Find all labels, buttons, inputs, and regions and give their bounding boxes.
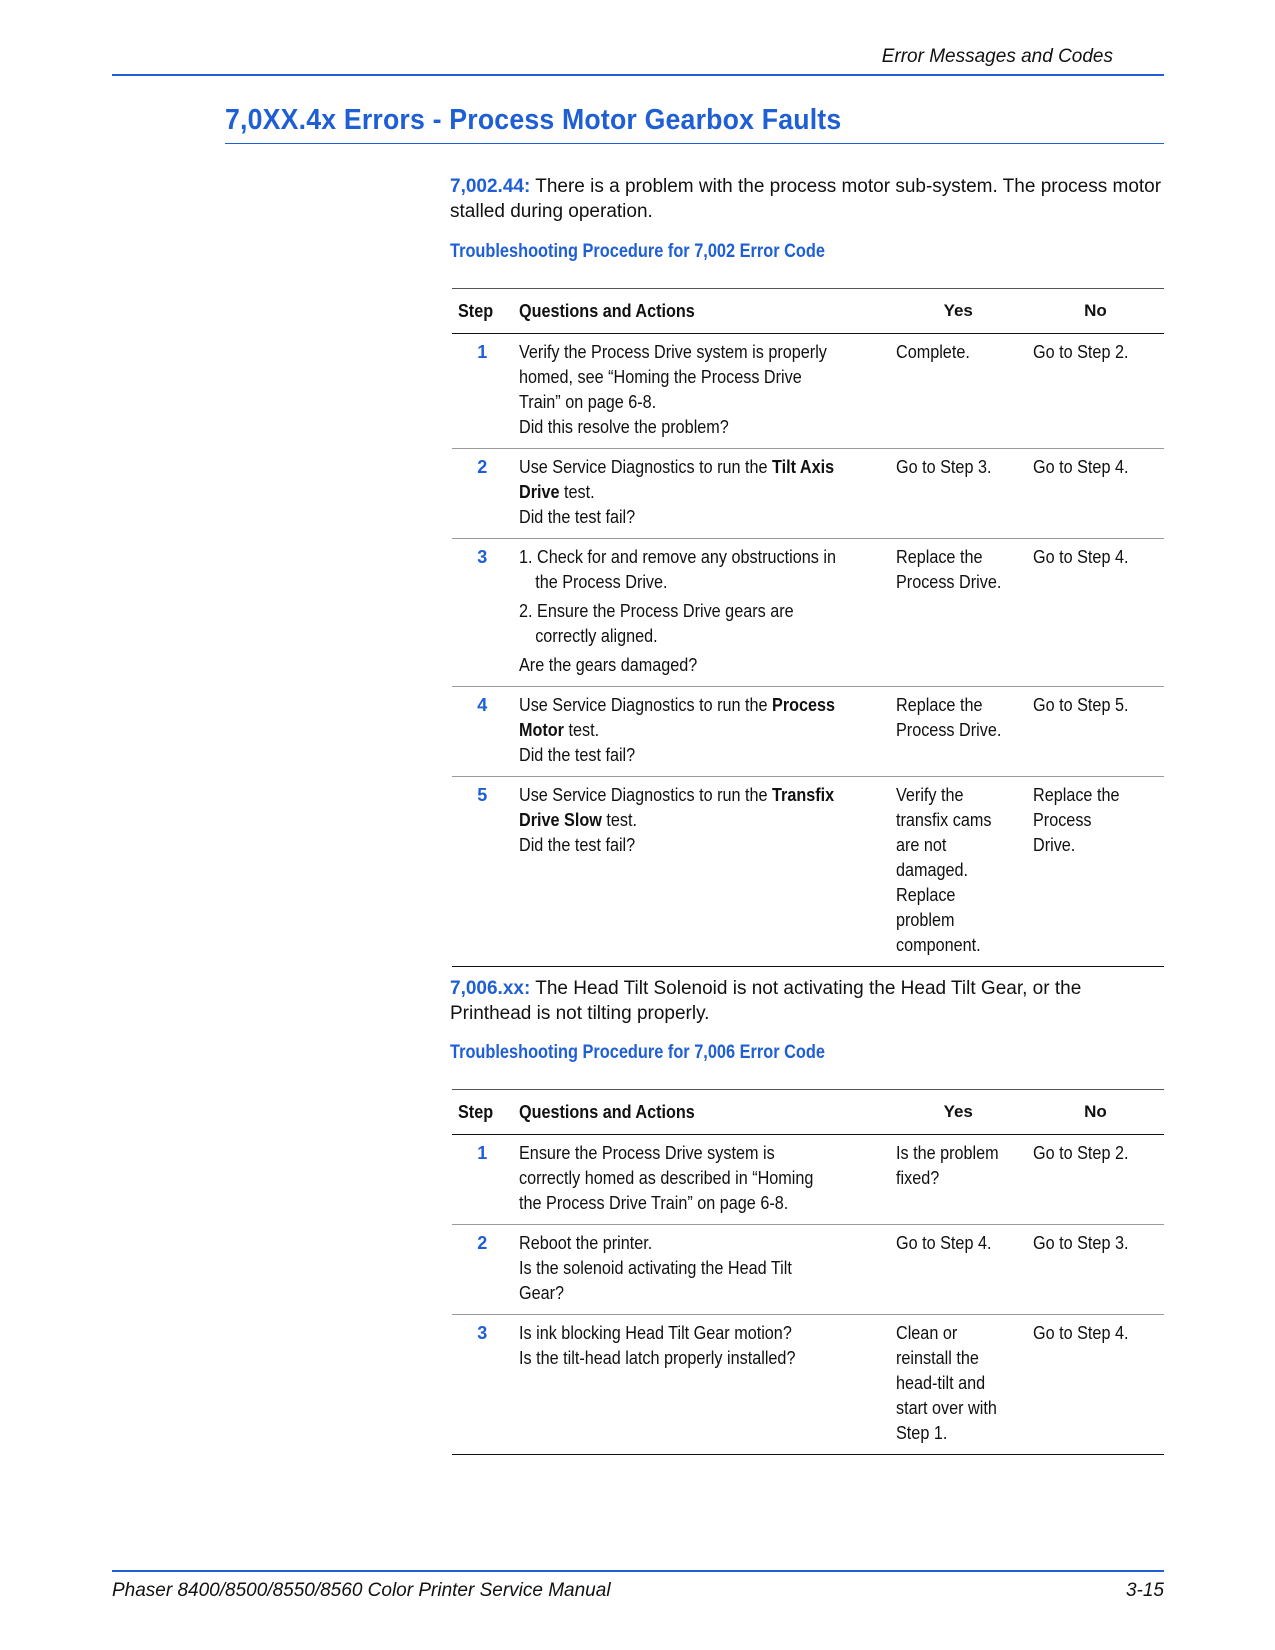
yes-cell: Replace the Process Drive. (890, 539, 1027, 687)
no-cell: Go to Step 4. (1027, 539, 1164, 687)
questions-actions-cell: Use Service Diagnostics to run the Transfix Drive Slow test. Did the test fail? (513, 777, 890, 967)
yes-cell: Complete. (890, 334, 1027, 449)
error-description-7006 (450, 976, 1164, 1026)
no-cell: Go to Step 3. (1027, 1225, 1164, 1315)
table-row (452, 1135, 1164, 1225)
header-divider (112, 74, 1164, 76)
step-number: 2 (452, 449, 513, 539)
yes-cell: Clean or reinstall the head-tilt and start over with Step 1. (890, 1315, 1027, 1455)
yes-cell: Replace the Process Drive. (890, 687, 1027, 777)
step-number: 5 (452, 777, 513, 967)
col-yes: Yes (890, 289, 1027, 334)
no-cell: Go to Step 5. (1027, 687, 1164, 777)
table-header-row (452, 289, 1164, 334)
col-yes: Yes (890, 1090, 1027, 1135)
yes-cell: Is the problem fixed? (890, 1135, 1027, 1225)
footer-manual-title: Phaser 8400/8500/8550/8560 Color Printer Service Manual (112, 1580, 611, 1601)
section-divider (225, 143, 1164, 144)
step-number: 4 (452, 687, 513, 777)
troubleshooting-table-7006 (452, 1089, 1164, 1455)
questions-actions-cell: Is ink blocking Head Tilt Gear motion? Is the tilt-head latch properly installed? (513, 1315, 890, 1455)
table-row (452, 687, 1164, 777)
footer-divider (112, 1570, 1164, 1572)
questions-actions-cell: Ensure the Process Drive system is correctly homed as described in “Homing the Process Drive Train” on page 6-8. (513, 1135, 890, 1225)
troubleshooting-table-7002 (452, 288, 1164, 967)
procedure-title-7002: Troubleshooting Procedure for 7,002 Error Code (450, 241, 825, 262)
col-step: Step (452, 1090, 513, 1135)
questions-actions-cell: Use Service Diagnostics to run the Process Motor test. Did the test fail? (513, 687, 890, 777)
step-number: 3 (452, 1315, 513, 1455)
error-code-7002: 7,002.44: (450, 176, 531, 197)
table-row (452, 777, 1164, 967)
error-description-7002 (450, 174, 1164, 224)
questions-actions-cell: 1. Check for and remove any obstructions in the Process Drive. 2. Ensure the Process Drive gears are correctly aligned. Are the gears damaged? (513, 539, 890, 687)
col-no: No (1027, 289, 1164, 334)
section-title: 7,0XX.4x Errors - Process Motor Gearbox Faults (225, 104, 842, 136)
step-number: 2 (452, 1225, 513, 1315)
no-cell: Go to Step 4. (1027, 449, 1164, 539)
questions-actions-cell: Reboot the printer. Is the solenoid activating the Head Tilt Gear? (513, 1225, 890, 1315)
table-header-row (452, 1090, 1164, 1135)
questions-actions-cell: Use Service Diagnostics to run the Tilt Axis Drive test. Did the test fail? (513, 449, 890, 539)
table-row (452, 1315, 1164, 1455)
error-text-7006: The Head Tilt Solenoid is not activating the Head Tilt Gear, or the Printhead is not tilting properly. (450, 978, 1082, 1024)
no-cell: Go to Step 2. (1027, 1135, 1164, 1225)
error-code-7006: 7,006.xx: (450, 978, 531, 999)
table-row (452, 1225, 1164, 1315)
table-row (452, 449, 1164, 539)
step-number: 3 (452, 539, 513, 687)
no-cell: Go to Step 4. (1027, 1315, 1164, 1455)
col-no: No (1027, 1090, 1164, 1135)
table-row (452, 539, 1164, 687)
no-cell: Replace the Process Drive. (1027, 777, 1164, 967)
yes-cell: Verify the transfix cams are not damaged. Replace problem component. (890, 777, 1027, 967)
table-row (452, 334, 1164, 449)
page-number: 3-15 (1125, 1580, 1164, 1601)
yes-cell: Go to Step 4. (890, 1225, 1027, 1315)
step-number: 1 (452, 1135, 513, 1225)
no-cell: Go to Step 2. (1027, 334, 1164, 449)
col-step: Step (452, 289, 513, 334)
yes-cell: Go to Step 3. (890, 449, 1027, 539)
running-header: Error Messages and Codes (881, 46, 1113, 67)
procedure-title-7006: Troubleshooting Procedure for 7,006 Error Code (450, 1042, 825, 1063)
col-questions-actions: Questions and Actions (513, 289, 890, 334)
questions-actions-cell: Verify the Process Drive system is properly homed, see “Homing the Process Drive Train” on page 6-8. Did this resolve the problem? (513, 334, 890, 449)
col-questions-actions: Questions and Actions (513, 1090, 890, 1135)
error-text-7002: There is a problem with the process motor sub-system. The process motor stalled during operation. (450, 176, 1162, 222)
step-number: 1 (452, 334, 513, 449)
